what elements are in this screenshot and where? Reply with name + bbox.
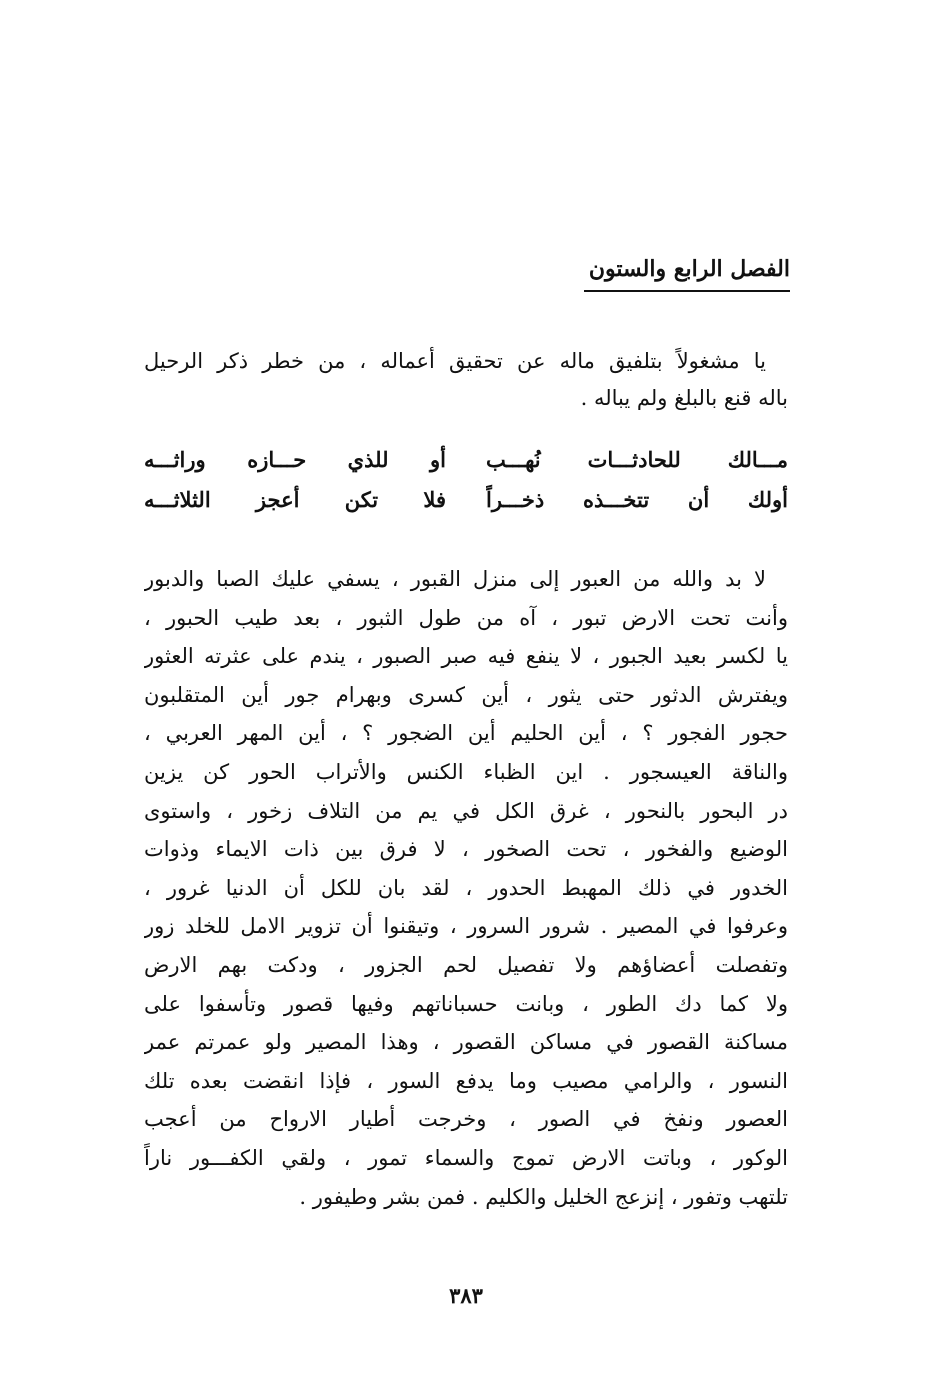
text-line: الوضيع والفخور ، تحت الصخور ، لا فرق بين ذات الايماء وذوات bbox=[144, 837, 788, 862]
body-paragraph bbox=[144, 560, 788, 1216]
text-line: ويفترش الدثور حتى يثور ، أين كسرى وبهرام جور أين المتقلبون bbox=[144, 682, 788, 707]
verse-line bbox=[144, 440, 788, 480]
text-line: الوكور ، وباتت الارض تموج والسماء تمور ، ولقي الكفـــور ناراً bbox=[144, 1145, 788, 1170]
text-line: يا لكسر بعيد الجبور ، لا ينفع فيه صبر الصبور ، يندم على عثرته العثور bbox=[144, 644, 788, 669]
text-line: يا مشغولاً بتلفيق ماله عن تحقيق أعماله ، من خطر ذكر الرحيل bbox=[144, 349, 766, 373]
verse-line bbox=[144, 480, 788, 520]
poem-verse bbox=[144, 440, 788, 520]
page-number: ٣٨٣ bbox=[449, 1283, 483, 1308]
intro-paragraph bbox=[144, 343, 788, 417]
verse-second-hemistich: أو للذي حـــازه وراثـــه bbox=[144, 447, 446, 472]
text-line: وعرفوا في المصير . شرور السرور ، وتيقنوا أن تزوير الامل للخلد زور bbox=[144, 914, 788, 939]
chapter-title-underline bbox=[584, 290, 790, 292]
text-line: وتفصلت أعضاؤهم ولا تفصيل لحم الجزور ، ودكت بهم الارض bbox=[144, 952, 788, 977]
text-line: ولا كما دك الطور ، وبانت حسباناتهم وفيها قصور وتأسفوا على bbox=[144, 991, 788, 1016]
chapter-title: الفصل الرابع والستون bbox=[588, 256, 790, 282]
verse-second-hemistich: فلا تكن أعجز الثلاثـــه bbox=[144, 487, 446, 512]
verse-first-hemistich: أولك أن تتخـــذه ذخـــراً bbox=[486, 487, 788, 512]
text-line: العصور ونفخ في الصور ، وخرجت أطيار الارواح من أعجب bbox=[144, 1107, 788, 1132]
text-line: والناقة العيسجور . اين الظباء الكنس والأتراب الحور كن يزين bbox=[144, 759, 788, 784]
text-line: باله قنع بالبلغ ولم يباله . bbox=[580, 386, 788, 410]
text-line: النسور ، والرامي مصيب وما يدفع السور ، فإذا انقضت بعده تلك bbox=[144, 1068, 788, 1093]
text-line: مساكنة القصور في مساكن القصور ، وهذا المصير ولو عمرتم عمر bbox=[144, 1030, 788, 1055]
text-line: تلتهب وتفور ، إنزعج الخليل والكليم . فمن بشر وطيفور . bbox=[299, 1184, 788, 1209]
text-line: وأنت تحت الارض تبور ، آه من طول الثبور ، بعد طيب الحبور ، bbox=[144, 605, 788, 630]
text-line: حجور الفجور ؟ ، أين الحليم أين الضجور ؟ ، أين المهر العربي ، bbox=[144, 721, 788, 746]
verse-first-hemistich: مـــالك للحادثـــات نُهـــب bbox=[486, 447, 788, 472]
text-line: لا بد والله من العبور إلى منزل القبور ، يسفي عليك الصبا والدبور bbox=[144, 567, 766, 591]
text-line: در البحور بالنحور ، غرق الكل في يم من التلاف زخور ، واستوى bbox=[144, 798, 788, 823]
text-line: الخدور في ذلك المهبط الحدور ، لقد بان للكل أن الدنيا غرور ، bbox=[144, 875, 788, 900]
